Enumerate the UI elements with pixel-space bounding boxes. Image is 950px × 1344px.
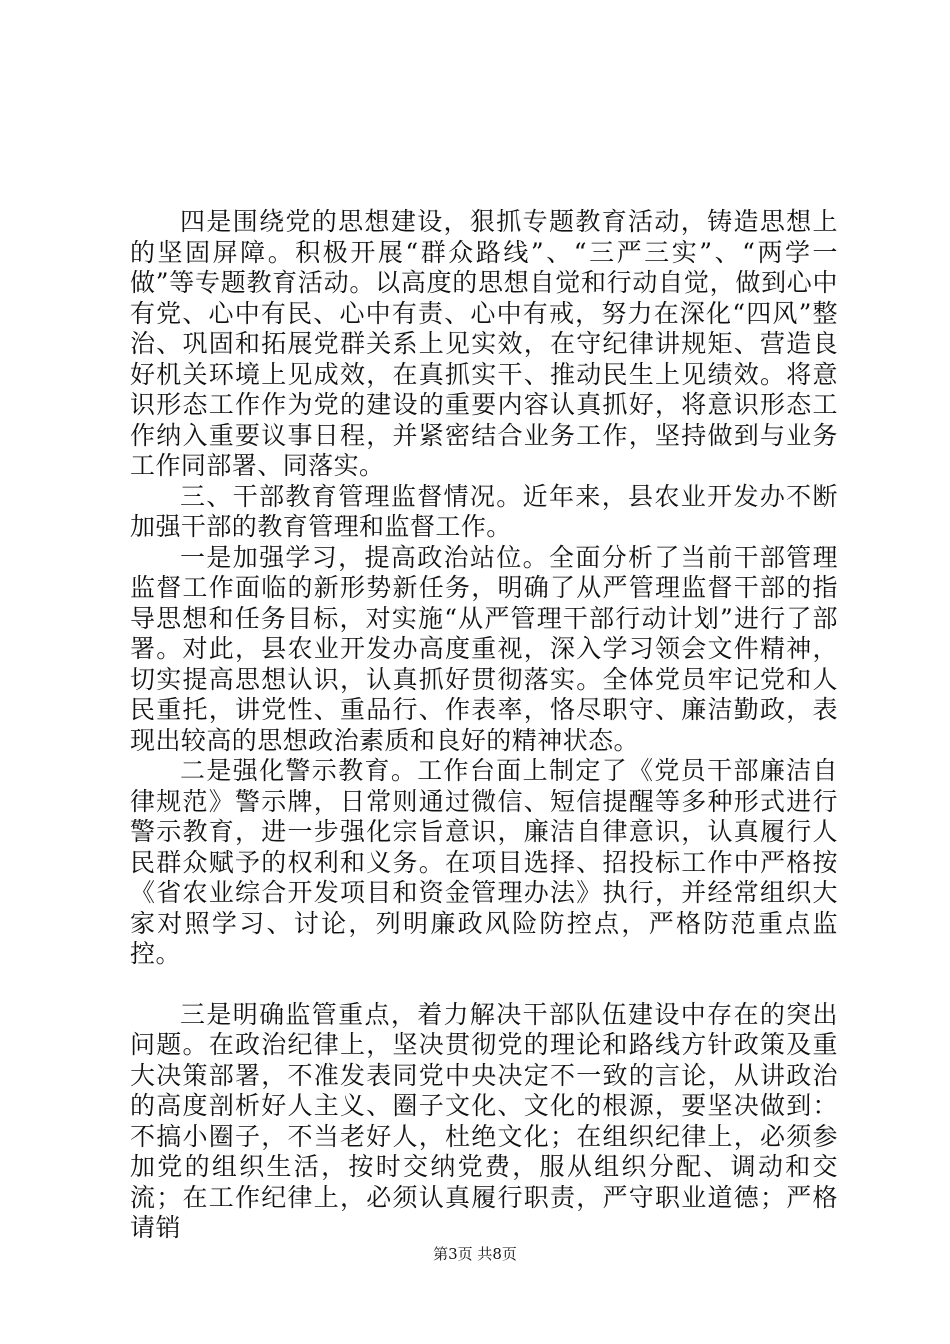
page-number-footer: 第3页 共8页: [433, 1245, 517, 1263]
paragraph-warning-education: 二是强化警示教育。工作台面上制定了《党员干部廉洁自律规范》警示牌，日常则通过微信、短信提醒等多种形式进行警示教育，进一步强化宗旨意识，廉洁自律意识，认真履行人民群众赋予的权利和义务。在项目选择、招投标工作中严格按《省农业综合开发项目和资金管理办法》执行，并经常组织大家对照学习、讨论，列明廉政风险防控点，严格防范重点监控。: [130, 756, 838, 968]
paragraph-section-three-heading: 三、干部教育管理监督情况。近年来，县农业开发办不断加强干部的教育管理和监督工作。: [130, 481, 838, 541]
paragraph-supervision-focus: 三是明确监管重点，着力解决干部队伍建设中存在的突出问题。在政治纪律上，坚决贯彻党的理论和路线方针政策及重大决策部署，不准发表同党中央决定不一致的言论，从讲政治的高度剖析好人主义、圈子文化、文化的根源，要坚决做到：不搞小圈子，不当老好人，杜绝文化；在组织纪律上，必须参加党的组织生活，按时交纳党费，服从组织分配、调动和交流；在工作纪律上，必须认真履行职责，严守职业道德；严格请销: [130, 999, 838, 1242]
document-body: [130, 207, 838, 1244]
paragraph-strengthen-study: 一是加强学习，提高政治站位。全面分析了当前干部管理监督工作面临的新形势新任务，明确了从严管理监督干部的指导思想和任务目标，对实施“从严管理干部行动计划”进行了部署。对此，县农业开发办高度重视，深入学习领会文件精神，切实提高思想认识，认真抓好贯彻落实。全体党员牢记党和人民重托，讲党性、重品行、作表率，恪尽职守、廉洁勤政，表现出较高的思想政治素质和良好的精神状态。: [130, 542, 838, 755]
paragraph-ideological-building: 四是围绕党的思想建设，狠抓专题教育活动，铸造思想上的坚固屏障。积极开展“群众路线”、“三严三实”、“两学一做”等专题教育活动。以高度的思想自觉和行动自觉，做到心中有党、心中有民、心中有责、心中有戒，努力在深化“四风”整治、巩固和拓展党群关系上见实效，在守纪律讲规矩、营造良好机关环境上见成效，在真抓实干、推动民生上见绩效。将意识形态工作作为党的建设的重要内容认真抓好，将意识形态工作纳入重要议事日程，并紧密结合业务工作，坚持做到与业务工作同部署、同落实。: [130, 207, 838, 480]
